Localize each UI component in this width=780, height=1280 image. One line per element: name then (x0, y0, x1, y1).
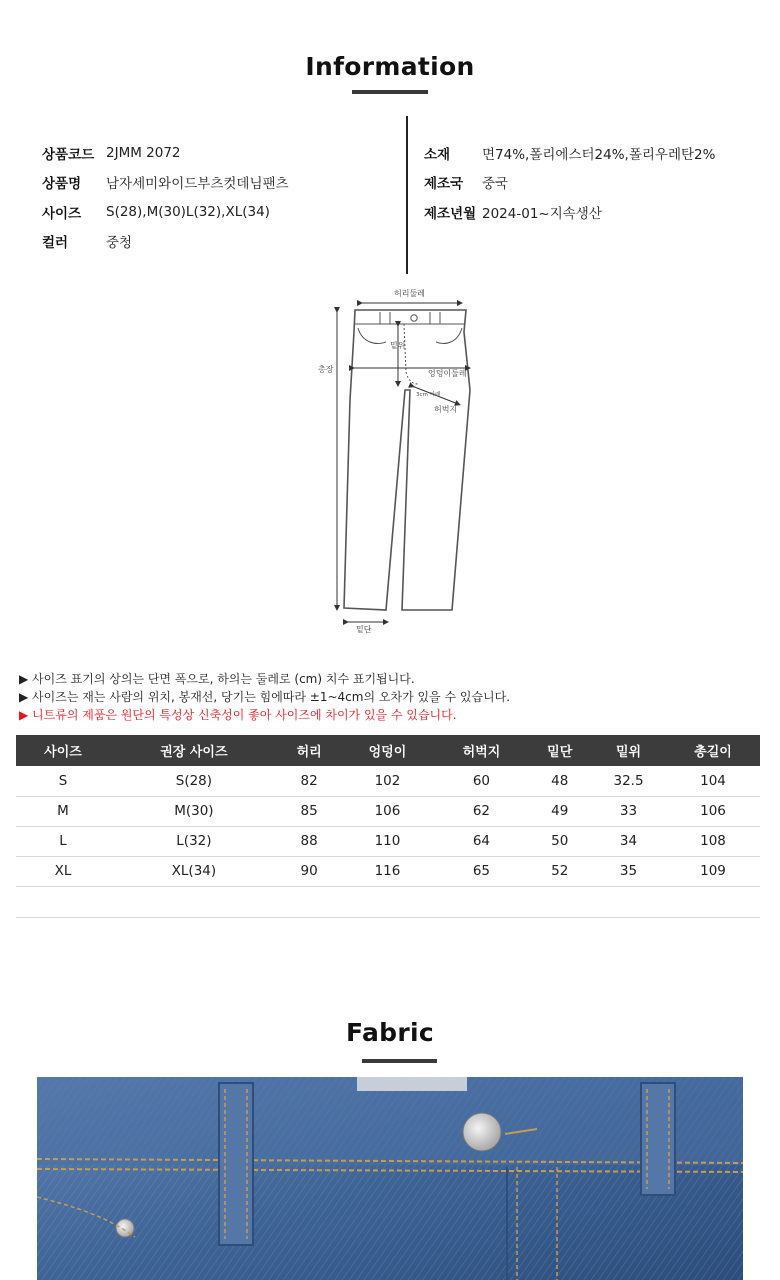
table-header-row (16, 735, 760, 766)
table-row-empty (16, 886, 760, 917)
info-row-size (42, 197, 289, 227)
info-label: 제조년월 (424, 205, 477, 222)
table-header: 권장 사이즈 (160, 745, 228, 760)
table-cell: 35 (591, 856, 666, 886)
table-header: 엉덩이 (368, 745, 407, 760)
table-cell: L(32) (110, 826, 278, 856)
info-value: 중청 (106, 235, 133, 252)
table-cell: 65 (434, 856, 528, 886)
table-cell: 108 (666, 826, 760, 856)
thigh-offset-label: 3cm 아래 (416, 392, 441, 398)
table-cell: 104 (666, 766, 760, 796)
info-row-product-code (42, 138, 289, 168)
table-cell: 110 (340, 826, 434, 856)
table-cell: M(30) (110, 796, 278, 826)
info-divider (406, 116, 408, 274)
info-label: 제조국 (424, 176, 464, 193)
table-row (16, 826, 760, 856)
thigh-label: 허벅지 (434, 405, 458, 414)
fabric-title: Fabric (346, 1018, 434, 1047)
information-title: Information (305, 52, 475, 81)
info-value: 남자세미와이드부츠컷데님팬츠 (106, 176, 289, 193)
table-cell: 88 (278, 826, 341, 856)
table-cell: L (16, 826, 110, 856)
table-cell: 109 (666, 856, 760, 886)
info-value: 면74%,폴리에스터24%,폴리우레탄2% (482, 146, 716, 163)
table-row (16, 796, 760, 826)
table-header: 밑단 (547, 745, 573, 760)
table-cell: 62 (434, 796, 528, 826)
size-notes (19, 670, 510, 724)
table-cell: 82 (278, 766, 341, 796)
info-label: 상품코드 (42, 146, 95, 163)
info-label: 컬러 (42, 235, 69, 252)
table-cell: 106 (340, 796, 434, 826)
table-cell: S(28) (110, 766, 278, 796)
table-cell: 33 (591, 796, 666, 826)
table-cell: 48 (528, 766, 591, 796)
table-header: 밑위 (615, 745, 642, 760)
fabric-title-underline (362, 1059, 437, 1063)
table-header: 총길이 (694, 745, 732, 760)
info-label: 소재 (424, 146, 451, 163)
note-warning: ▶ 니트류의 제품은 원단의 특성상 신축성이 좋아 사이즈에 차이가 있을 수 있습니다. (19, 708, 457, 722)
table-cell: XL (16, 856, 110, 886)
table-cell: 106 (666, 796, 760, 826)
table-header: 사이즈 (44, 745, 82, 760)
table-cell: 60 (434, 766, 528, 796)
rise-label: 밑위 (390, 341, 406, 350)
info-row-color (42, 227, 289, 257)
table-cell: 116 (340, 856, 434, 886)
table-header: 허리 (296, 745, 322, 760)
table-cell: S (16, 766, 110, 796)
information-title-underline (352, 90, 428, 94)
info-row-product-name (42, 168, 289, 198)
table-cell: 50 (528, 826, 591, 856)
table-cell: M (16, 796, 110, 826)
pants-measurement-diagram (300, 280, 490, 640)
hem-label: 밑단 (356, 625, 372, 634)
table-cell: 52 (528, 856, 591, 886)
table-cell: XL(34) (110, 856, 278, 886)
info-label: 사이즈 (42, 205, 82, 222)
hip-label: 엉덩이둘레 (428, 369, 467, 378)
product-info-left (42, 138, 289, 256)
table-cell: 90 (278, 856, 341, 886)
table-cell: 32.5 (591, 766, 666, 796)
info-value: 중국 (482, 176, 509, 193)
denim-image (37, 1077, 743, 1280)
fabric-photo (37, 1077, 743, 1280)
note-line: ▶ 사이즈 표기의 상의는 단면 폭으로, 하의는 둘레로 (cm) 치수 표기됩니다. (19, 672, 415, 686)
table-header: 허벅지 (462, 745, 501, 760)
note-line: ▶ 사이즈는 재는 사람의 위치, 봉재선, 당기는 힘에따라 ±1~4cm의 오차가 있을 수 있습니다. (19, 690, 511, 704)
pants-outline (344, 310, 470, 610)
waist-label: 허리둘레 (394, 289, 425, 298)
info-row-material (424, 138, 715, 168)
info-value: 2024-01~지속생산 (482, 205, 602, 222)
table-cell-empty (16, 886, 760, 917)
info-value: 2JMM 2072 (106, 144, 181, 161)
info-row-country (424, 168, 715, 198)
size-table (16, 735, 760, 918)
info-row-manufacture-date (424, 197, 715, 227)
table-row (16, 856, 760, 886)
info-label: 상품명 (42, 176, 82, 193)
table-cell: 34 (591, 826, 666, 856)
table-row (16, 766, 760, 796)
table-cell: 49 (528, 796, 591, 826)
info-value: S(28),M(30)L(32),XL(34) (106, 203, 270, 220)
table-cell: 102 (340, 766, 434, 796)
product-info-right (424, 138, 715, 227)
length-label: 총장 (318, 365, 334, 374)
table-cell: 85 (278, 796, 341, 826)
pants-diagram-svg (300, 280, 490, 640)
table-cell: 64 (434, 826, 528, 856)
